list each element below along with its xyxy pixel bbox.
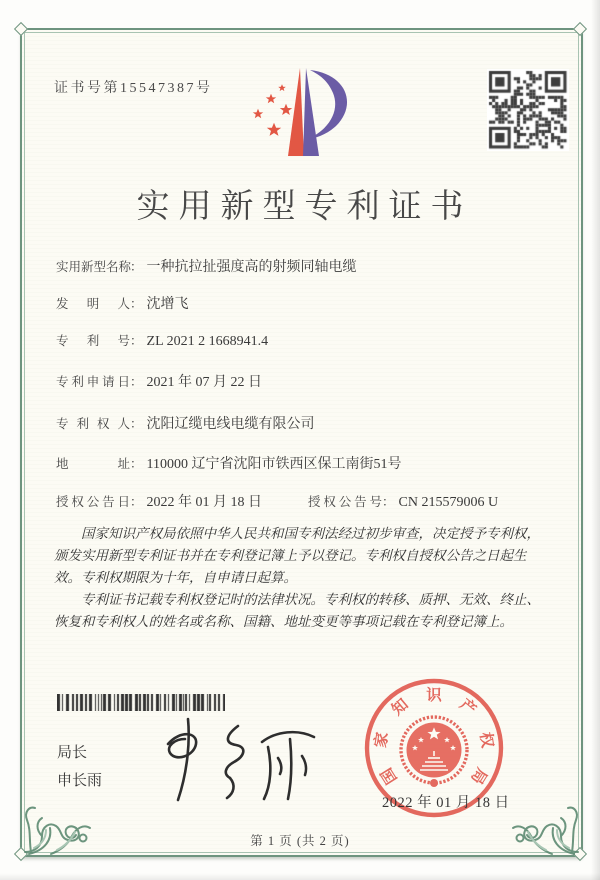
field-row-address [56, 454, 402, 475]
field-label: 专利号 [56, 334, 130, 348]
field-colon: ： [130, 417, 143, 431]
seal-character: 局 [467, 764, 490, 787]
director-signature-icon [150, 712, 320, 807]
cnipa-logo-icon [238, 58, 366, 162]
grant-number-label: 授权公告号 [308, 495, 382, 509]
barcode [57, 694, 225, 711]
grant-date-value: 2022 年 01 月 18 日 [146, 495, 263, 510]
field-colon: ： [130, 334, 143, 348]
field-value: 2021 年 07 月 22 日 [146, 375, 263, 390]
legal-paragraph-2: 专利证书记载专利权登记时的法律状况。专利权的转移、质押、无效、终止、恢复和专利权人的姓名或名称、国籍、地址变更等事项记载在专利登记簿上。 [54, 592, 540, 629]
field-row-inventor [56, 294, 189, 315]
seal-character: 家 [372, 731, 392, 750]
field-label: 发明人 [56, 297, 130, 311]
legal-text-block [54, 523, 548, 633]
seal-character: 识 [426, 687, 442, 704]
field-colon: ： [130, 495, 143, 509]
page-footer: 第 1 页 (共 2 页) [250, 834, 350, 848]
field-label: 实用新型名称 [56, 260, 132, 274]
field-label: 专利权人 [56, 417, 130, 431]
field-row-application-date [56, 372, 262, 393]
qr-code [487, 69, 569, 151]
field-value: 110000 辽宁省沈阳市铁西区保工南街51号 [146, 457, 402, 472]
legal-paragraph-1: 国家知识产权局依照中华人民共和国专利法经过初步审查，决定授予专利权，颁发实用新型专利证书并在专利登记簿上予以登记。专利权自授权公告之日起生效。专利权期限为十年，自申请日起算。 [54, 526, 540, 585]
grant-number-group [308, 492, 498, 513]
seal-character: 知 [388, 695, 412, 719]
grant-date-label: 授权公告日 [56, 495, 130, 509]
field-row-utility-name [56, 257, 357, 278]
director-title: 局长 [57, 744, 88, 761]
grant-number-value: CN 215579006 U [398, 495, 499, 510]
seal-character: 产 [456, 695, 480, 719]
field-label: 地址 [56, 457, 130, 471]
field-value: 沈增飞 [146, 297, 189, 312]
field-row-patent-number [56, 331, 268, 352]
field-colon: ： [130, 457, 143, 471]
seal-character: 权 [476, 731, 496, 750]
field-colon: ： [130, 375, 143, 389]
seal-date: 2022 年 01 月 18 日 [382, 795, 510, 811]
certificate-number: 证书号第15547387号 [54, 81, 213, 96]
director-name: 申长雨 [57, 772, 103, 789]
field-colon: ： [382, 495, 395, 509]
field-row-patentee [56, 414, 315, 435]
field-label: 专利申请日 [56, 375, 130, 389]
field-value: 一种抗拉扯强度高的射频同轴电缆 [146, 260, 357, 275]
field-value: ZL 2021 2 1668941.4 [146, 334, 269, 349]
certificate-title: 实用新型专利证书 [136, 189, 473, 225]
field-row-grant [56, 492, 550, 513]
field-colon: ： [130, 260, 143, 274]
seal-character: 国 [378, 764, 401, 787]
field-colon: ： [130, 297, 143, 311]
field-value: 沈阳辽缆电线电缆有限公司 [146, 417, 315, 432]
